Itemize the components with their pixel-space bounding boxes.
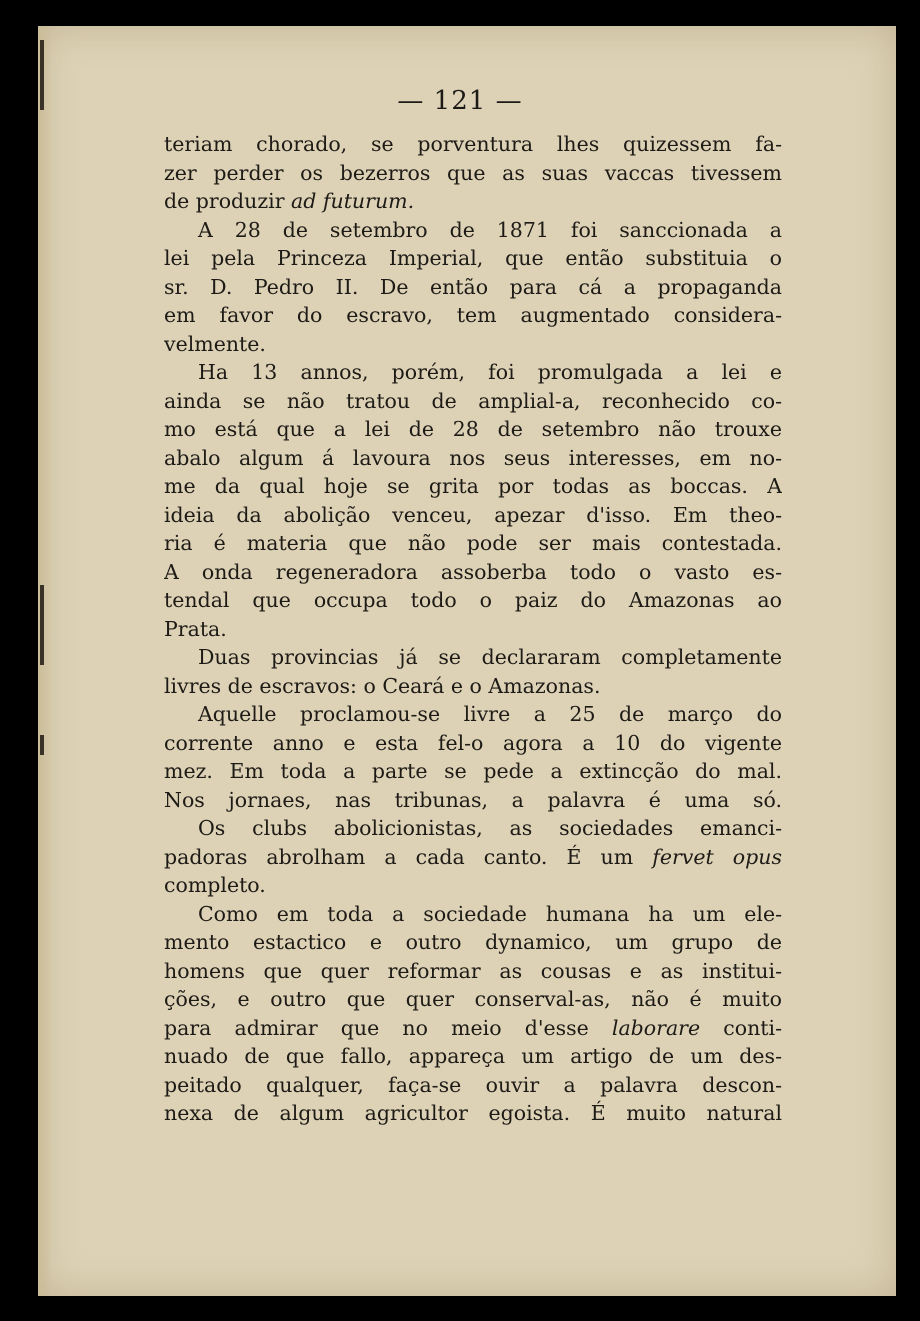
text-line: [164, 330, 782, 359]
text-line: [164, 1042, 782, 1071]
text-line: [164, 786, 782, 815]
text-line: [164, 1071, 782, 1100]
text-line-content: ria é materia que não pode ser mais contestada.: [164, 531, 782, 555]
text-line-content: Nos jornaes, nas tribunas, a palavra é uma só.: [164, 787, 782, 812]
text-line-content: lei pela Princeza Imperial, que então substituia o: [164, 246, 782, 270]
text-line-content: nexa de algum agricultor egoista. É muito natural: [164, 1101, 782, 1125]
text-line: [164, 643, 782, 672]
text-line-content: sr. D. Pedro II. De então para cá a propaganda: [164, 274, 782, 299]
text-line: [164, 586, 782, 615]
text-line: [164, 472, 782, 501]
text-line-content: Aquelle proclamou-se livre a 25 de março do: [198, 702, 782, 726]
body-text: [164, 130, 782, 1128]
text-line-content: Ha 13 annos, porém, foi promulgada a lei e: [198, 360, 782, 384]
text-line-content: mento estactico e outro dynamico, um grupo de: [164, 930, 782, 954]
text-line-tail: conti-: [700, 1015, 782, 1040]
text-line-content: Prata.: [164, 616, 227, 641]
text-line-content: tendal que occupa todo o paiz do Amazonas ao: [164, 588, 782, 612]
text-line: [164, 729, 782, 758]
text-line-content: teriam chorado, se porventura lhes quizessem fa-: [164, 132, 782, 156]
text-line-content: corrente anno e esta fel-o agora a 10 do vigente: [164, 730, 782, 755]
text-line-content: Como em toda a sociedade humana ha um ele-: [198, 901, 782, 926]
text-line: [164, 130, 782, 159]
text-line: [164, 216, 782, 245]
text-line-content: completo.: [164, 873, 266, 897]
text-line: [164, 244, 782, 273]
text-line-content: A 28 de setembro de 1871 foi sanccionada a: [198, 217, 782, 242]
text-line: [164, 529, 782, 558]
text-line: [164, 159, 782, 188]
text-line: [164, 757, 782, 786]
italic-phrase: laborare: [611, 1015, 701, 1040]
text-line: [164, 444, 782, 473]
text-line-content: Duas provincias já se declararam completamente: [198, 645, 782, 669]
text-line: [164, 501, 782, 530]
text-line: [164, 700, 782, 729]
text-line-content: zer perder os bezerros que as suas vaccas tivessem: [164, 160, 782, 185]
text-line-content: padoras abrolham a cada canto. É um: [164, 844, 653, 869]
text-line-content: peitado qualquer, faça-se ouvir a palavra descon-: [164, 1072, 782, 1097]
text-line-content: Os clubs abolicionistas, as sociedades emanci-: [198, 816, 782, 840]
text-line: [164, 871, 782, 900]
text-line-content: para admirar que no meio d'esse: [164, 1015, 612, 1040]
text-line: [164, 814, 782, 843]
italic-phrase: fervet opus: [652, 844, 782, 869]
text-line-content: nuado de que fallo, appareça um artigo de um des-: [164, 1044, 782, 1068]
text-line-content: em favor do escravo, tem augmentado considera-: [164, 303, 782, 327]
text-line: [164, 985, 782, 1014]
text-line: [164, 358, 782, 387]
text-line: [164, 615, 782, 644]
text-line: [164, 928, 782, 957]
text-line: [164, 273, 782, 302]
text-line: [164, 672, 782, 701]
binding-mark-middle: [40, 585, 44, 665]
text-line-content: ções, e outro que quer conserval-as, não é muito: [164, 987, 782, 1011]
text-line: [164, 415, 782, 444]
text-line-content: mo está que a lei de 28 de setembro não trouxe: [164, 417, 782, 441]
text-line-content: ideia da abolição venceu, apezar d'isso. Em theo-: [164, 502, 782, 527]
text-line: [164, 1014, 782, 1043]
text-line-content: me da qual hoje se grita por todas as boccas. A: [164, 474, 782, 498]
text-line-content: velmente.: [164, 331, 266, 356]
text-line: [164, 1099, 782, 1128]
binding-mark-lower: [40, 735, 44, 755]
text-line: [164, 558, 782, 587]
text-line: [164, 387, 782, 416]
text-line: [164, 301, 782, 330]
text-line-content: livres de escravos: o Ceará e o Amazonas.: [164, 673, 601, 698]
text-line-content: abalo algum á lavoura nos seus interesses, em no-: [164, 445, 782, 470]
italic-phrase: ad futurum.: [291, 189, 415, 213]
text-line: [164, 957, 782, 986]
text-line: [164, 900, 782, 929]
page-number: — 121 —: [397, 86, 523, 116]
text-line: [164, 187, 782, 216]
text-line-content: ainda se não tratou de amplial-a, reconhecido co-: [164, 388, 782, 413]
text-line-content: de produzir: [164, 189, 292, 213]
text-line: [164, 843, 782, 872]
text-line-content: A onda regeneradora assoberba todo o vasto es-: [164, 559, 782, 584]
text-line-content: mez. Em toda a parte se pede a extincção do mal.: [164, 759, 782, 783]
text-line-content: homens que quer reformar as cousas e as institui-: [164, 958, 782, 983]
